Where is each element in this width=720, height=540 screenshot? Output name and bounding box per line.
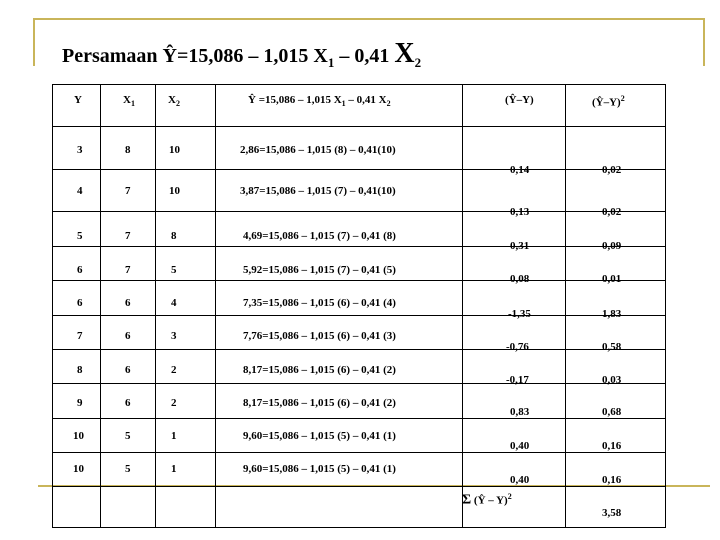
total-label: Σ (Ŷ – Y)$^2$ bbox=[462, 492, 512, 508]
cell-y: 7 bbox=[77, 330, 83, 342]
cell-y: 8 bbox=[77, 364, 83, 376]
cell-x2: 4 bbox=[171, 297, 177, 309]
cell-y: 6 bbox=[77, 297, 83, 309]
cell-y: 3 bbox=[77, 144, 83, 156]
cell-x1: 6 bbox=[125, 364, 131, 376]
cell-x2: 2 bbox=[171, 364, 177, 376]
cell-difference: 0,40 bbox=[510, 474, 530, 486]
cell-x2: 10 bbox=[169, 185, 180, 197]
cell-equation: 7,76=15,086 – 1,015 (6) – 0,41 (3) bbox=[243, 330, 396, 342]
cell-squared: 0,03 bbox=[602, 374, 622, 386]
cell-equation: 2,86=15,086 – 1,015 (8) – 0,41(10) bbox=[240, 144, 396, 156]
cell-squared: 0,02 bbox=[602, 164, 622, 176]
cell-squared: 0,09 bbox=[602, 240, 622, 252]
cell-x2: 10 bbox=[169, 144, 180, 156]
cell-x1: 6 bbox=[125, 330, 131, 342]
cell-y: 4 bbox=[77, 185, 83, 197]
cell-equation: 3,87=15,086 – 1,015 (7) – 0,41(10) bbox=[240, 185, 396, 197]
cell-squared: 0,16 bbox=[602, 474, 622, 486]
cell-x2: 1 bbox=[171, 463, 177, 475]
cell-difference: 0,13 bbox=[510, 206, 530, 218]
cell-difference: -0,17 bbox=[506, 374, 529, 386]
cell-x1: 7 bbox=[125, 264, 131, 276]
header-y: Y bbox=[74, 94, 82, 106]
cell-x1: 7 bbox=[125, 185, 131, 197]
cell-x2: 2 bbox=[171, 397, 177, 409]
cell-x2: 1 bbox=[171, 430, 177, 442]
header-squared: (Ŷ–Y)$^2$ bbox=[592, 94, 625, 109]
decorative-left-line bbox=[33, 18, 35, 66]
cell-difference: 0,31 bbox=[510, 240, 530, 252]
cell-x1: 8 bbox=[125, 144, 131, 156]
header-difference: (Ŷ–Y) bbox=[505, 94, 534, 106]
cell-y: 10 bbox=[73, 430, 84, 442]
cell-equation: 8,17=15,086 – 1,015 (6) – 0,41 (2) bbox=[243, 364, 396, 376]
cell-squared: 0,16 bbox=[602, 440, 622, 452]
cell-difference: 0,83 bbox=[510, 406, 530, 418]
cell-x1: 5 bbox=[125, 430, 131, 442]
cell-y: 5 bbox=[77, 230, 83, 242]
cell-y: 10 bbox=[73, 463, 84, 475]
cell-squared: 0,58 bbox=[602, 341, 622, 353]
cell-x1: 6 bbox=[125, 397, 131, 409]
cell-squared: 1,83 bbox=[602, 308, 622, 320]
cell-x2: 5 bbox=[171, 264, 177, 276]
cell-squared: 0,68 bbox=[602, 406, 622, 418]
cell-squared: 0,01 bbox=[602, 273, 622, 285]
page-title: Persamaan Ŷ=15,086 – 1,015 $X_1 - 0,41$ $X_2$ bbox=[62, 38, 422, 70]
header-equation: Ŷ =15,086 – 1,015 $X_1 - 0,41$ $X_2$ bbox=[248, 94, 391, 109]
cell-difference: 0,08 bbox=[510, 273, 530, 285]
cell-equation: 9,60=15,086 – 1,015 (5) – 0,41 (1) bbox=[243, 463, 396, 475]
header-x1: $X_1$ bbox=[123, 94, 135, 109]
cell-difference: -0,76 bbox=[506, 341, 529, 353]
cell-y: 6 bbox=[77, 264, 83, 276]
cell-equation: 5,92=15,086 – 1,015 (7) – 0,41 (5) bbox=[243, 264, 396, 276]
cell-x1: 5 bbox=[125, 463, 131, 475]
cell-difference: 0,40 bbox=[510, 440, 530, 452]
cell-x1: 7 bbox=[125, 230, 131, 242]
cell-equation: 9,60=15,086 – 1,015 (5) – 0,41 (1) bbox=[243, 430, 396, 442]
cell-x2: 8 bbox=[171, 230, 177, 242]
header-x2: $X_2$ bbox=[168, 94, 180, 109]
total-value: 3,58 bbox=[602, 507, 622, 519]
decorative-top-line bbox=[33, 18, 705, 20]
cell-squared: 0,02 bbox=[602, 206, 622, 218]
cell-x1: 6 bbox=[125, 297, 131, 309]
cell-equation: 7,35=15,086 – 1,015 (6) – 0,41 (4) bbox=[243, 297, 396, 309]
cell-x2: 3 bbox=[171, 330, 177, 342]
cell-equation: 4,69=15,086 – 1,015 (7) – 0,41 (8) bbox=[243, 230, 396, 242]
cell-difference: 0,14 bbox=[510, 164, 530, 176]
decorative-right-line bbox=[703, 18, 705, 66]
cell-y: 9 bbox=[77, 397, 83, 409]
cell-equation: 8,17=15,086 – 1,015 (6) – 0,41 (2) bbox=[243, 397, 396, 409]
cell-difference: -1,35 bbox=[508, 308, 531, 320]
